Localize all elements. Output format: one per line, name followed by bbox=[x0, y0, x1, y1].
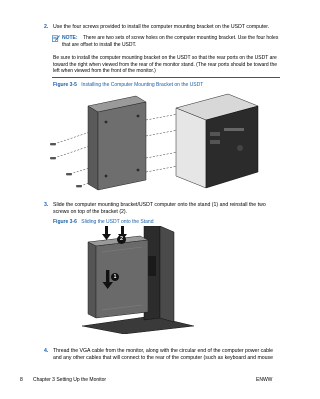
footer-page-number: 8 bbox=[20, 377, 23, 383]
screws bbox=[50, 143, 82, 187]
mounting-bracket bbox=[88, 96, 146, 190]
step-4-number: 4. bbox=[44, 348, 49, 354]
note-line-1: There are two sets of screw holes on the computer mounting bracket. Use the four holes that are offset to install the USDT. bbox=[62, 35, 279, 48]
figure-3-6-illustration bbox=[82, 226, 197, 334]
figure-3-5-illustration bbox=[50, 92, 265, 192]
callout-2 bbox=[117, 235, 126, 244]
usdt-computer bbox=[176, 94, 258, 188]
note-pencil-icon bbox=[52, 35, 60, 42]
step-2-text: Use the four screws provided to install the computer mounting bracket on the USDT computer. bbox=[53, 24, 270, 30]
callout-1 bbox=[111, 273, 119, 281]
figure-3-5-caption bbox=[53, 82, 280, 88]
figure-3-6-title: Sliding the USDT onto the Stand bbox=[81, 219, 154, 225]
note-label: NOTE: bbox=[62, 35, 78, 41]
figure-3-6-number: Figure 3-6 bbox=[53, 219, 77, 225]
step-3-number: 3. bbox=[44, 202, 49, 208]
figure-3-5-number: Figure 3-5 bbox=[53, 82, 77, 88]
figure-3-5-title: Installing the Computer Mounting Bracket on the USDT bbox=[81, 82, 204, 88]
step-2-number: 2. bbox=[44, 24, 49, 30]
callout-2-label: 2 bbox=[119, 236, 124, 242]
step-4-text: Thread the VGA cable from the monitor, along with the circular end of the computer power cable and any other cables that will connect to the rear of the computer (such as keyboard and mouse bbox=[53, 348, 274, 361]
footer-doc-id: ENWW bbox=[256, 377, 273, 383]
figure-3-6-caption bbox=[53, 219, 280, 225]
note-bottom-rule bbox=[52, 77, 280, 78]
note-first-paragraph bbox=[62, 35, 280, 48]
note-icon bbox=[52, 35, 60, 42]
step-3-text: Slide the computer mounting bracket/USDT computer onto the stand (1) and reinstall the two screws on top of the bracket (2). bbox=[53, 202, 266, 215]
note-second-paragraph: Be sure to install the computer mounting bracket on the USDT so that the rear ports on the USDT are toward the right when viewed from the rear of the monitor stand. (The rear ports should be toward the left when viewed from the front of the monitor.) bbox=[53, 55, 278, 75]
callout-1-label: 1 bbox=[113, 274, 117, 280]
footer-chapter: Chapter 3 Setting Up the Monitor bbox=[33, 377, 107, 383]
